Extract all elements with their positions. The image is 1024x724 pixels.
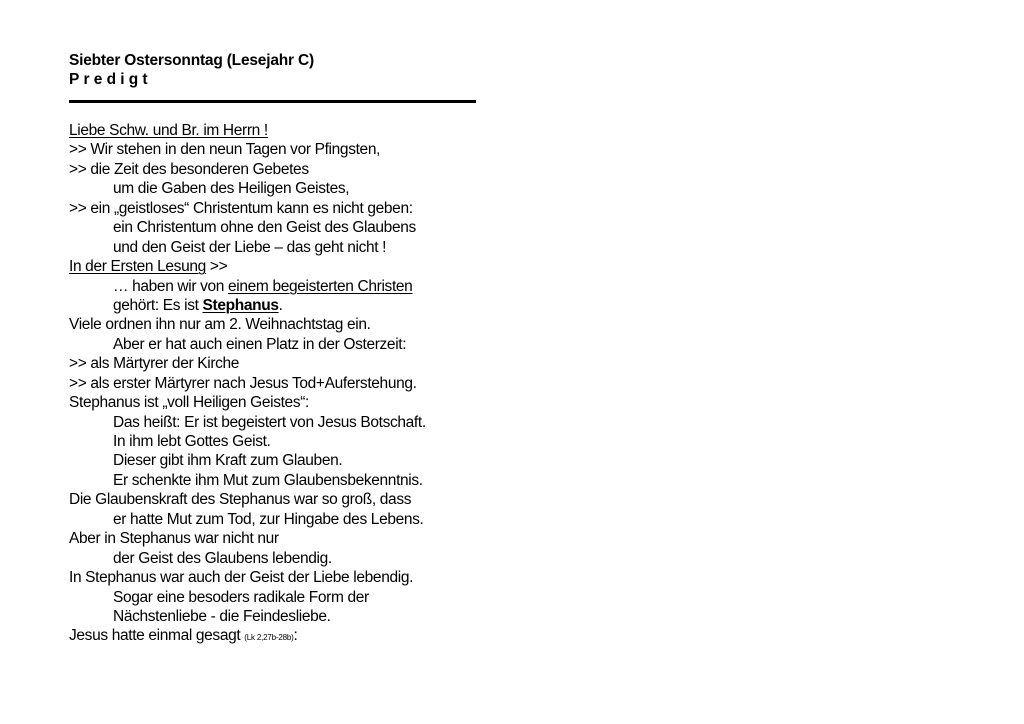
text-line: >> die Zeit des besonderen Gebetes — [69, 160, 309, 178]
text-line: er hatte Mut zum Tod, zur Hingabe des Lebens. — [113, 510, 424, 528]
text-line: um die Gaben des Heiligen Geistes, — [113, 180, 350, 198]
text-line: Die Glaubenskraft des Stephanus war so groß, dass — [69, 491, 412, 509]
text-fragment: Jesus hatte einmal gesagt — [69, 627, 245, 645]
text-line: Aber in Stephanus war nicht nur — [69, 530, 279, 548]
bible-reference: (Lk 2,27b-28b) — [244, 633, 294, 643]
reading-heading: In der Ersten Lesung — [69, 258, 206, 276]
text-line: Aber er hat auch einen Platz in der Osterzeit: — [113, 335, 407, 353]
text-line: >> als Märtyrer der Kirche — [69, 355, 240, 373]
text-line: Er schenkte ihm Mut zum Glaubensbekenntnis. — [113, 471, 423, 489]
page-title: Siebter Ostersonntag (Lesejahr C) — [69, 52, 314, 69]
text-line: Viele ordnen ihn nur am 2. Weihnachtstag ein. — [69, 316, 371, 334]
text-line: >> ein „geistloses“ Christentum kann es nicht geben: — [69, 199, 413, 217]
text-line — [69, 257, 509, 276]
text-line — [69, 296, 509, 315]
text-line: >> Wir stehen in den neun Tagen vor Pfingsten, — [69, 141, 381, 159]
text-line: >> als erster Märtyrer nach Jesus Tod+Auferstehung. — [69, 374, 417, 392]
stephanus-name: Stephanus — [202, 296, 279, 314]
text-fragment: . — [278, 296, 283, 314]
text-line: ein Christentum ohne den Geist des Glaubens — [113, 219, 416, 237]
text-line: Dieser gibt ihm Kraft zum Glauben. — [113, 452, 343, 470]
text-fragment: … haben wir von — [113, 277, 229, 295]
text-line — [69, 277, 509, 296]
text-line: und den Geist der Liebe – das geht nicht ! — [113, 238, 387, 256]
text-fragment: : — [293, 627, 298, 645]
underlined-phrase: einem begeisterten Christen — [228, 277, 413, 295]
text-line: Sogar eine besoders radikale Form der — [113, 588, 369, 606]
text-fragment: >> — [205, 258, 228, 276]
text-line — [69, 121, 509, 140]
salutation: Liebe Schw. und Br. im Herrn ! — [69, 122, 268, 139]
text-line: Stephanus ist „voll Heiligen Geistes“: — [69, 394, 309, 412]
text-line: der Geist des Glaubens lebendig. — [113, 549, 332, 567]
text-line — [69, 626, 509, 645]
text-line: In Stephanus war auch der Geist der Liebe lebendig. — [69, 569, 414, 587]
text-line: Nächstenliebe - die Feindesliebe. — [113, 607, 331, 625]
sermon-text — [69, 121, 509, 646]
text-fragment: gehört: Es ist — [113, 296, 203, 314]
text-line: In ihm lebt Gottes Geist. — [113, 433, 271, 450]
header-divider — [69, 100, 476, 103]
text-line: Das heißt: Er ist begeistert von Jesus Botschaft. — [113, 413, 426, 431]
page-subtitle: Predigt — [69, 71, 152, 88]
document-header — [69, 51, 489, 89]
